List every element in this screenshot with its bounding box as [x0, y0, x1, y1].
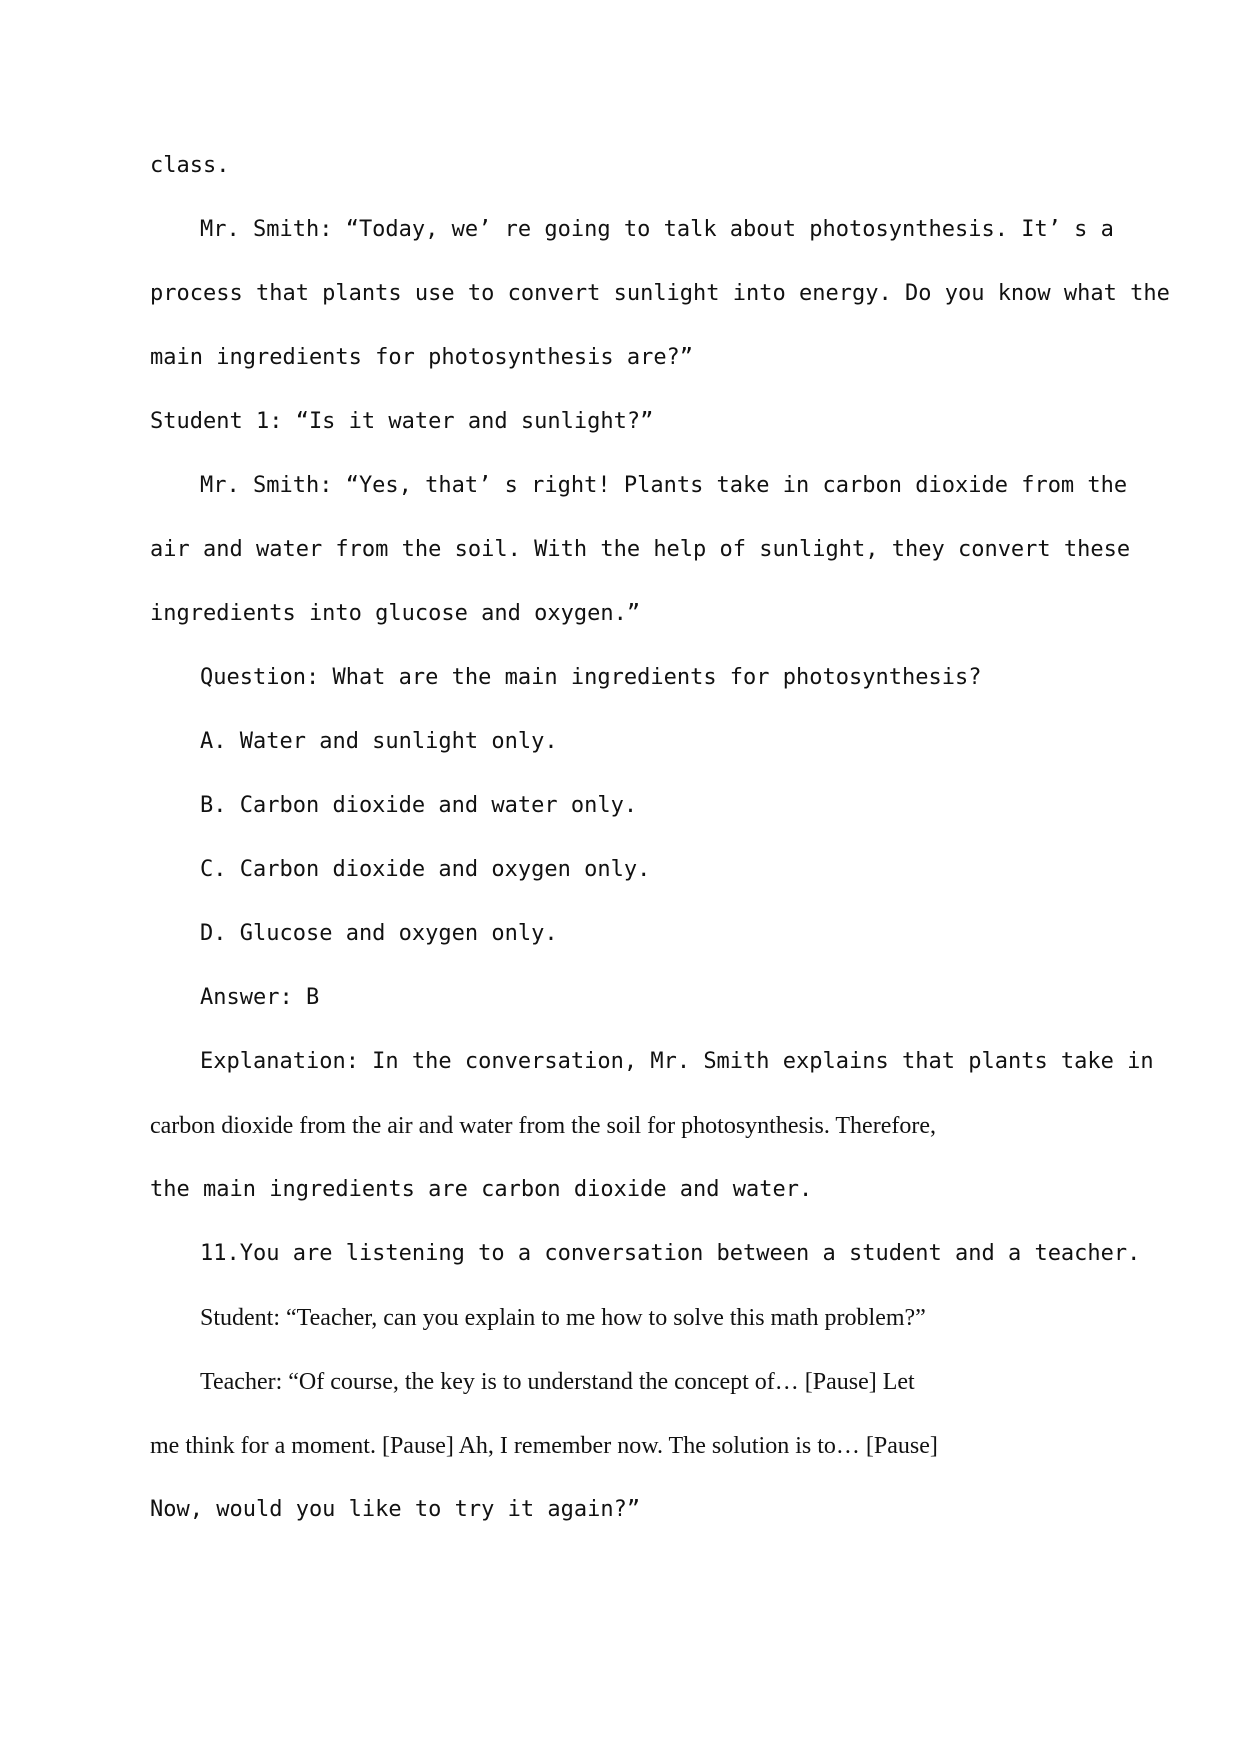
dialogue-line: Student: “Teacher, can you explain to me how to solve this math problem?”	[200, 1305, 926, 1331]
text-line: main ingredients for photosynthesis are?”	[150, 345, 694, 370]
text-line: Mr. Smith: “Today, we’ re going to talk about photosynthesis. It’ s a	[200, 217, 1114, 242]
explanation-text: the main ingredients are carbon dioxide and water.	[150, 1177, 813, 1202]
text-line: process that plants use to convert sunlight into energy. Do you know what the	[150, 281, 1170, 306]
text-line: class.	[150, 153, 230, 178]
explanation-text: Explanation: In the conversation, Mr. Smith explains that plants take in	[200, 1049, 1154, 1074]
dialogue-line: Teacher: “Of course, the key is to understand the concept of… [Pause] Let	[200, 1369, 915, 1395]
dialogue-line: Now, would you like to try it again?”	[150, 1497, 641, 1522]
answer-option-c: C. Carbon dioxide and oxygen only.	[200, 857, 651, 882]
question-text: Question: What are the main ingredients for photosynthesis?	[200, 665, 982, 690]
text-line: ingredients into glucose and oxygen.”	[150, 601, 641, 626]
question-number-text: 11.You are listening to a conversation between a student and a teacher.	[200, 1241, 1141, 1266]
answer-option-d: D. Glucose and oxygen only.	[200, 921, 558, 946]
answer-key: Answer: B	[200, 985, 320, 1010]
text-line: Student 1: “Is it water and sunlight?”	[150, 409, 654, 434]
answer-option-b: B. Carbon dioxide and water only.	[200, 793, 638, 818]
text-line: air and water from the soil. With the help of sunlight, they convert these	[150, 537, 1131, 562]
answer-option-a: A. Water and sunlight only.	[200, 729, 558, 754]
text-line: Mr. Smith: “Yes, that’ s right! Plants take in carbon dioxide from the	[200, 473, 1128, 498]
dialogue-line: me think for a moment. [Pause] Ah, I remember now. The solution is to… [Pause]	[150, 1433, 938, 1459]
explanation-text: carbon dioxide from the air and water from the soil for photosynthesis. Therefore,	[150, 1113, 936, 1139]
